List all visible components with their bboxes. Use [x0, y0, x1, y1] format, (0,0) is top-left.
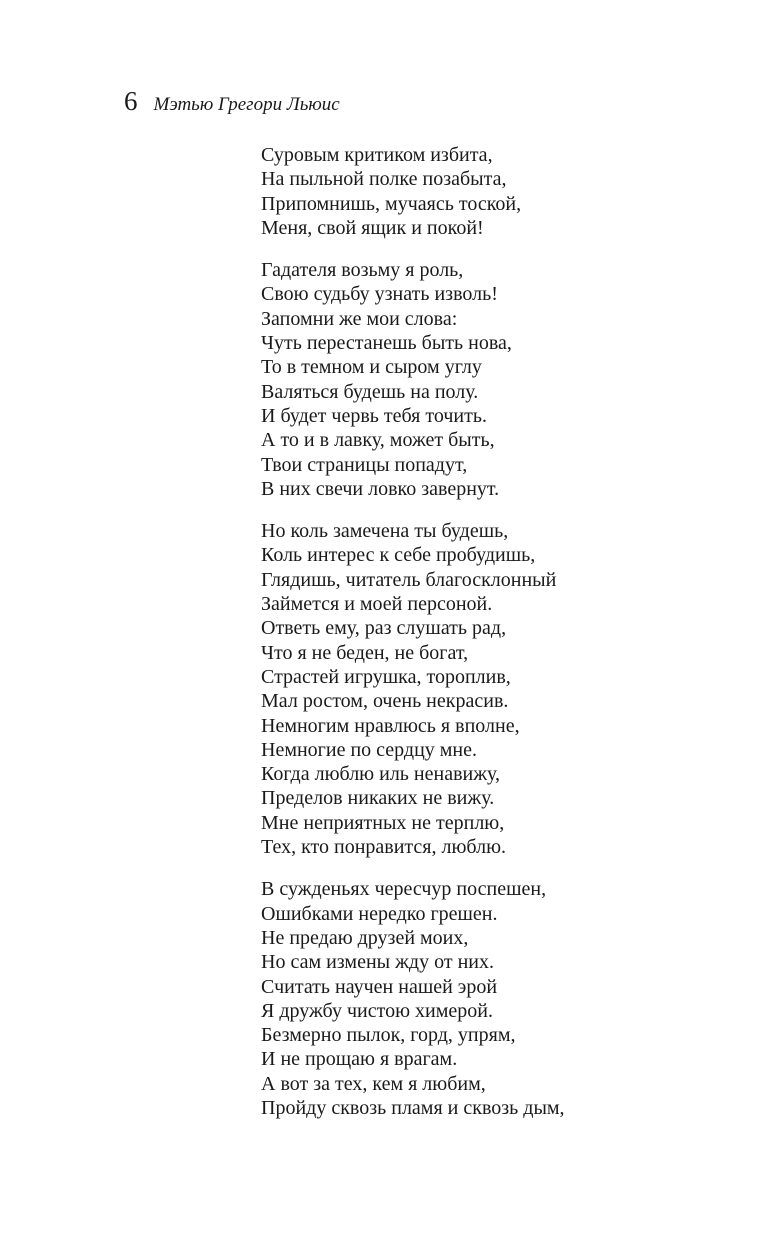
poem-line: Чуть перестанешь быть нова, — [261, 332, 512, 355]
poem-line: А вот за тех, кем я любим, — [261, 1072, 486, 1095]
poem-line: Валяться будешь на полу. — [261, 380, 479, 403]
poem-line: Коль интерес к себе пробудишь, — [261, 544, 536, 567]
poem-line: Страстей игрушка, тороплив, — [261, 665, 511, 688]
poem-line: Не предаю друзей моих, — [261, 926, 469, 949]
stanza-3 — [261, 519, 741, 859]
poem-line: На пыльной полке позабыта, — [261, 168, 507, 191]
poem-line: То в темном и сыром углу — [261, 356, 482, 379]
poem-line: В сужденьях чересчур поспешен, — [261, 878, 547, 901]
poem-line: Немногим нравлюсь я вполне, — [261, 714, 520, 737]
page-header — [124, 88, 340, 115]
poem-line: Безмерно пылок, горд, упрям, — [261, 1024, 516, 1047]
poem-line: Припомнишь, мучаясь тоской, — [261, 192, 522, 215]
poem-line: В них свечи ловко завернут. — [261, 477, 500, 500]
poem-line: Свою судьбу узнать изволь! — [261, 283, 498, 306]
poem-line: И не прощаю я врагам. — [261, 1048, 458, 1071]
poem-line: Тех, кто понравится, люблю. — [261, 836, 507, 859]
stanza-2 — [261, 258, 741, 501]
poem-line: Но сам измены жду от них. — [261, 951, 494, 974]
poem-line: Пределов никаких не вижу. — [261, 787, 495, 810]
poem-line: Ответь ему, раз слушать рад, — [261, 617, 507, 640]
poem-line: Глядишь, читатель благосклонный — [261, 568, 557, 591]
poem-line: Мне неприятных не терплю, — [261, 811, 505, 834]
poem — [261, 143, 741, 1138]
poem-line: Когда люблю иль ненавижу, — [261, 763, 501, 786]
stanza-1 — [261, 143, 741, 240]
poem-line: Займется и моей персоной. — [261, 593, 493, 616]
poem-line: Суровым критиком избита, — [261, 144, 493, 166]
poem-line: Пройду сквозь пламя и сквозь дым, — [261, 1096, 565, 1119]
stanza-4 — [261, 877, 741, 1120]
page-number: 6 — [124, 86, 138, 116]
poem-line: Мал ростом, очень некрасив. — [261, 690, 509, 713]
poem-line: Я дружбу чистою химерой. — [261, 999, 493, 1022]
poem-line: Гадателя возьму я роль, — [261, 259, 464, 282]
poem-line: Но коль замечена ты будешь, — [261, 520, 509, 543]
poem-line: Меня, свой ящик и покой! — [261, 216, 484, 239]
poem-line: А то и в лавку, может быть, — [261, 429, 495, 452]
poem-line: И будет червь тебя точить. — [261, 404, 487, 427]
poem-line: Немногие по сердцу мне. — [261, 738, 478, 761]
poem-line: Запомни же мои слова: — [261, 307, 458, 330]
poem-line: Твои страницы попадут, — [261, 453, 468, 476]
running-head: Мэтью Грегори Льюис — [153, 94, 340, 115]
poem-line: Ошибками нередко грешен. — [261, 902, 498, 925]
poem-line: Что я не беден, не богат, — [261, 641, 469, 664]
poem-line: Считать научен нашей эрой — [261, 975, 498, 998]
